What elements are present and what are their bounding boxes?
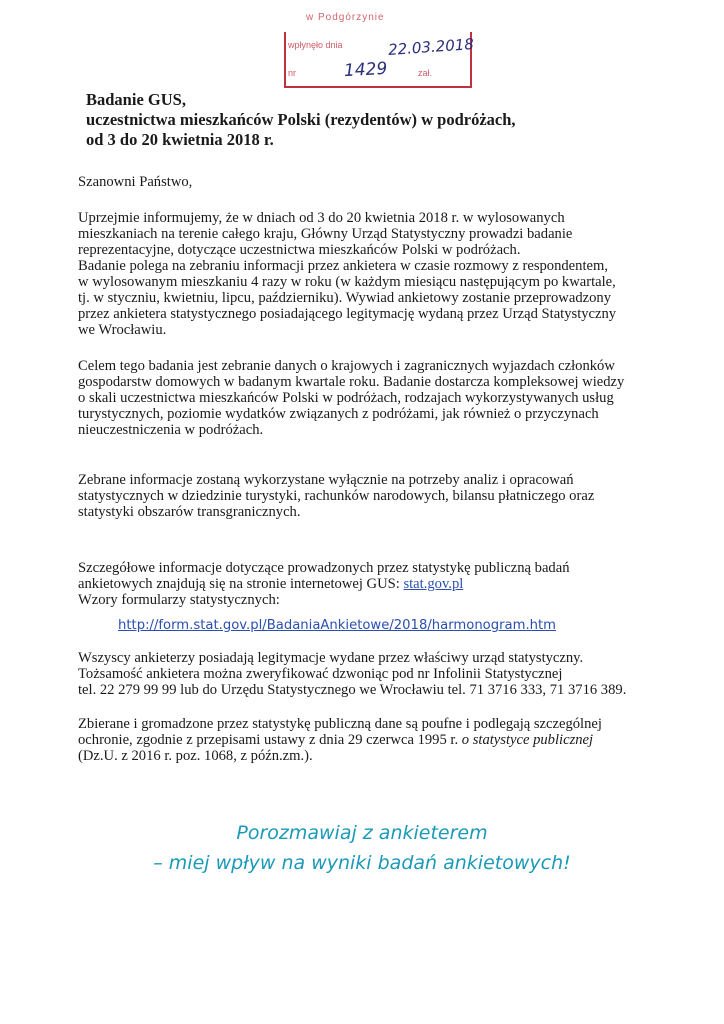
stamp-number-label: nr [288,68,297,78]
title-line-2: uczestnictwa mieszkańców Polski (rezydentów) w podróżach, [86,110,516,129]
stamp-header: w Podgórzynie [306,12,385,23]
law-title: o statystyce publicznej [461,732,594,748]
text-line: gospodarstw domowych w badanym kwartale roku. Badanie dostarcza kompleksowej wiedzy [78,374,625,390]
stamp-number: 1429 [343,58,388,82]
title-line-1: Badanie GUS, [86,90,186,109]
text-line: statystyki obszarów transgranicznych. [78,504,301,520]
text-line: Wzory formularzy statystycznych: [78,592,280,608]
text-fragment: ankietowych znajdują się na stronie internetowej GUS: [78,576,404,592]
text-line: Tożsamość ankietera można zweryfikować dzwoniąc pod nr Infolinii Statystycznej [78,666,563,682]
text-line: turystycznych, poziomie wydatków związanych z podróżami, jak również o przyczynach [78,406,599,422]
text-line: tj. w styczniu, kwietniu, lipcu, październiku). Wywiad ankietowy zostanie przeprowadzony [78,290,611,306]
greeting: Szanowni Państwo, [78,174,193,190]
text-line: Szczegółowe informacje dotyczące prowadzonych przez statystykę publiczną badań [78,560,570,576]
text-line: Zbierane i gromadzone przez statystykę publiczną dane są poufne i podlegają szczególnej [78,716,602,732]
text-line: o skali uczestnictwa mieszkańców Polski w podróżach, rodzajach wykorzystywanych usług [78,390,614,406]
document-title [86,90,646,150]
paragraph-survey-info [78,210,642,338]
text-line: statystycznych w dziedzinie turystyki, rachunków narodowych, bilansu płatniczego oraz [78,488,595,504]
paragraph-confidentiality [78,716,642,764]
paragraph-interviewer-verification [78,650,642,698]
slogan-line-2: – miej wpływ na wyniki badań ankietowych! [153,852,571,874]
text-line: przez ankietera statystycznego posiadającego legitymację wydaną przez Urząd Statystyczny [78,306,617,322]
text-line: Badanie polega na zebraniu informacji przez ankietera w czasie rozmowy z respondentem, [78,258,608,274]
text-fragment: ochronie, zgodnie z przepisami ustawy z dnia 29 czerwca 1995 r. [78,732,462,748]
gus-website-link[interactable]: stat.gov.pl [403,576,464,592]
text-line: Celem tego badania jest zebranie danych o krajowych i zagranicznych wyjazdach członków [78,358,615,374]
stamp-attachment-label: zał. [418,68,433,78]
text-line: nieuczestniczenia w podróżach. [78,422,264,438]
text-line: Wszyscy ankieterzy posiadają legitymacje wydane przez właściwy urząd statystyczny. [78,650,584,666]
text-line: tel. 22 279 99 99 lub do Urzędu Statystycznego we Wrocławiu tel. 71 3716 333, 71 3716 389. [78,682,627,698]
stamp-received-date: 22.03.2018 [387,35,475,59]
text-line: we Wrocławiu. [78,322,167,338]
text-line: Zebrane informacje zostaną wykorzystane wyłącznie na potrzeby analiz i opracowań [78,472,574,488]
stamp-received-label: wpłynęło dnia [288,40,343,50]
text-line: mieszkaniach na terenie całego kraju, Główny Urząd Statystyczny prowadzi badanie [78,226,573,242]
paragraph-data-usage [78,472,642,520]
slogan-line-1: Porozmawiaj z ankieterem [236,822,488,844]
text-line: Uprzejmie informujemy, że w dniach od 3 do 20 kwietnia 2018 r. w wylosowanych [78,210,565,226]
text-line: w wylosowanym mieszkaniu 4 razy w roku (w każdym miesiącu następującym po kwartale, [78,274,616,290]
text-line: (Dz.U. z 2016 r. poz. 1068, z późn.zm.). [78,748,313,764]
forms-schedule-link[interactable]: http://form.stat.gov.pl/BadaniaAnkietowe/2018/harmonogram.htm [118,618,557,633]
paragraph-survey-purpose [78,358,642,438]
paragraph-details [78,560,642,608]
title-line-3: od 3 do 20 kwietnia 2018 r. [86,130,274,149]
registry-stamp [284,12,475,88]
text-line [78,576,642,592]
text-line: reprezentacyjne, dotyczące uczestnictwa mieszkańców Polski w podróżach. [78,242,521,258]
text-line [78,732,642,748]
